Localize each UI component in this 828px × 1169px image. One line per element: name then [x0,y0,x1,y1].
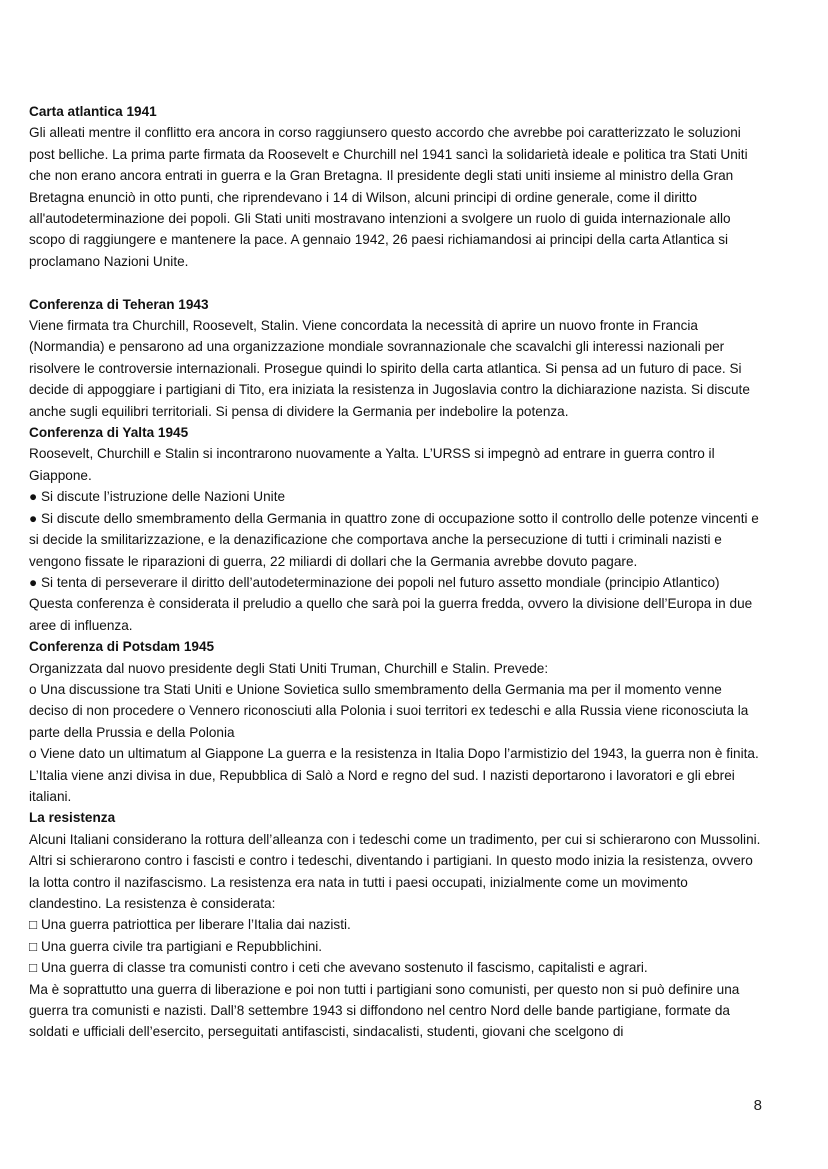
page-number: 8 [753,1097,762,1114]
paragraph-yalta-intro: Roosevelt, Churchill e Stalin si incontrarono nuovamente a Yalta. L’URSS si impegnò ad entrare in guerra contro il Giappone. [29,446,715,483]
heading-yalta: Conferenza di Yalta 1945 [29,425,189,441]
heading-carta-atlantica: Carta atlantica 1941 [29,104,157,119]
list-item: ● Si tenta di perseverare il diritto dell’autodeterminazione dei popoli nel futuro assetto mondiale (principio Atlantico) Questa conferenza è considerata il preludio a quello che sarà poi la guerra fredda, ovvero la divisione dell’Europa in due aree di influenza. [29,574,753,633]
list-item: ● Si discute dello smembramento della Germania in quattro zone di occupazione sotto il controllo delle potenze vincenti e si decide la smilitarizzazione, e la denazificazione che comportava anche la persecuzione di tutti i criminali nazisti e vengono fissate le riparazioni di guerra, 22 miliardi di dollari che la Germania avrebbe dovuto pagare. [29,510,759,569]
list-item: o Viene dato un ultimatum al Giappone La guerra e la resistenza in Italia Dopo l’armistizio del 1943, la guerra non è finita. L’Italia viene anzi divisa in due, Repubblica di Salò a Nord e regno del sud. I nazisti deportarono i lavoratori e gli ebrei italiani. [29,746,759,804]
heading-potsdam: Conferenza di Potsdam 1945 [29,639,215,655]
paragraph-carta-atlantica: Gli alleati mentre il conflitto era ancora in corso raggiunsero questo accordo che avrebbe poi caratterizzato le soluzioni post belliche. La prima parte firmata da Roosevelt e Churchill nel 1941 sancì la solidarietà ideale e politica tra Stati Uniti che non erano ancora entrati in guerra e la Gran Bretagna. Il presidente degli stati uniti insieme al ministro della Gran Bretagna enunciò in otto punti, che riprendevano i 14 di Wilson, alcuni principi di ordine generale, come il diritto all'autodeterminazione dei popoli. Gli Stati uniti mostravano intenzioni a svolgere un ruolo di guida internazionale allo scopo di raggiungere e mantenere la pace. A gennaio 1942, 26 paesi richiamandosi ai principi della carta Atlantica si proclamano Nazioni Unite. [29,125,748,269]
list-item: o Una discussione tra Stati Uniti e Unione Sovietica sullo smembramento della Germania ma per il momento venne deciso di non procedere o Vennero riconosciuti alla Polonia i suoi territori ex tedeschi e alla Russia viene riconosciuta la parte della Prussia e della Polonia [29,681,749,740]
list-item: □ Una guerra patriottica per liberare l’Italia dai nazisti. [29,917,351,933]
list-item: □ Una guerra di classe tra comunisti contro i ceti che avevano sostenuto il fascismo, capitalisti e agrari. [29,960,648,976]
heading-teheran: Conferenza di Teheran 1943 [29,296,209,312]
document-page [29,101,764,1043]
paragraph-teheran: Viene firmata tra Churchill, Roosevelt, Stalin. Viene concordata la necessità di aprire un nuovo fronte in Francia (Normandia) e pensarono ad una organizzazione mondiale sovrannazionale che scavalchi gli interessi nazionali per risolvere le controversie internazionali. Prosegue quindi lo spirito della carta atlantica. Si pensa ad un futuro di pace. Si decide di appoggiare i partigiani di Tito, era iniziata la resistenza in Jugoslavia contro la dichiarazione nazista. Si discute anche sugli equilibri territoriali. Si pensa di dividere la Germania per indebolire la potenza. [29,318,750,419]
paragraph-potsdam-intro: Organizzata dal nuovo presidente degli Stati Uniti Truman, Churchill e Stalin. Prevede: [29,660,549,676]
paragraph-resistenza-intro: Alcuni Italiani considerano la rottura dell’alleanza con i tedeschi come un tradimento, per cui si schierarono con Mussolini. Altri si schierarono contro i fascisti e contro i tedeschi, diventando i partigiani. In questo modo inizia la resistenza, ovvero la lotta contro il nazifascismo. La resistenza era nata in tutti i paesi occupati, inizialmente come un movimento clandestino. La resistenza è considerata: [29,831,761,912]
list-item: ● Si discute l’istruzione delle Nazioni Unite [29,489,286,505]
spacer [29,272,764,293]
heading-resistenza: La resistenza [29,810,116,826]
paragraph-resistenza-outro: Ma è soprattutto una guerra di liberazione e poi non tutti i partigiani sono comunisti, per questo non si può definire una guerra tra comunisti e nazisti. Dall’8 settembre 1943 si diffondono nel centro Nord delle bande partigiane, formate da soldati e ufficiali dell’esercito, perseguitati antifascisti, sindacalisti, studenti, giovani che scelgono di [29,981,740,1040]
list-item: □ Una guerra civile tra partigiani e Repubblichini. [29,938,323,954]
